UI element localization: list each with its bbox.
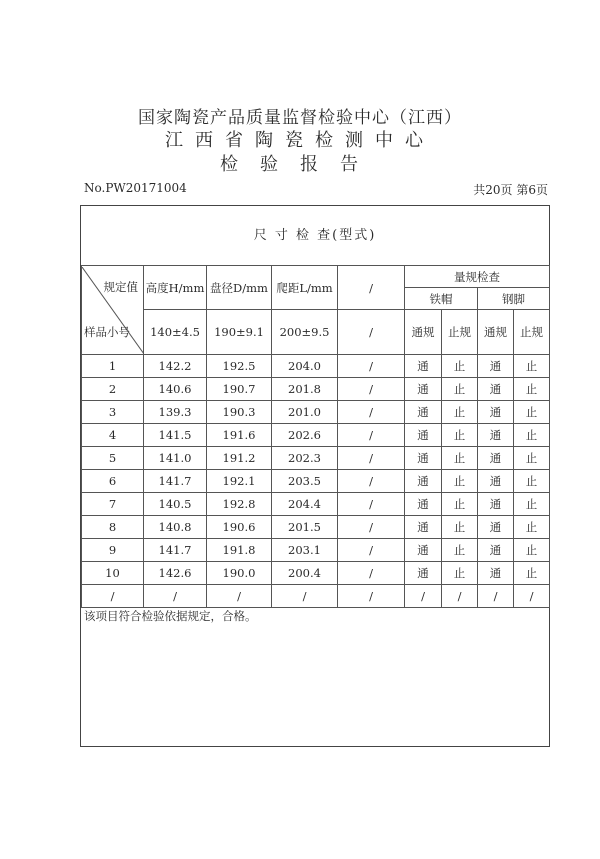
cell-pin-nogo: 止 [514,539,550,562]
cell-diameter: 190.7 [207,378,272,401]
cell-sample-no: 4 [82,424,144,447]
cell-cap-go: 通 [405,470,442,493]
spec-diameter: 190±9.1 [207,310,272,355]
cell-cap-go: 通 [405,539,442,562]
cell-sample-no: 1 [82,355,144,378]
cell-sample-no: / [82,585,144,608]
cell-creep: 202.3 [272,447,338,470]
cell-slash: / [338,539,405,562]
cell-sample-no: 3 [82,401,144,424]
cell-pin-nogo: 止 [514,401,550,424]
cell-cap-go: 通 [405,401,442,424]
cell-diameter: 191.2 [207,447,272,470]
corner-cell [82,266,144,355]
table-row [82,401,550,424]
cell-height: 140.8 [144,516,207,539]
cell-cap-go: 通 [405,562,442,585]
cell-cap-go: 通 [405,447,442,470]
cap-go-header: 通规 [405,310,442,355]
cell-diameter: 191.6 [207,424,272,447]
cell-pin-go: 通 [478,424,514,447]
cell-height: / [144,585,207,608]
table-row [82,447,550,470]
cell-cap-nogo: 止 [442,355,478,378]
cell-pin-go: 通 [478,355,514,378]
cell-diameter: 191.8 [207,539,272,562]
cell-pin-go: 通 [478,562,514,585]
report-number: No.PW20171004 [84,181,187,195]
pin-go-header: 通规 [478,310,514,355]
cell-slash: / [338,516,405,539]
cell-pin-go: 通 [478,493,514,516]
cell-pin-nogo: 止 [514,355,550,378]
cell-diameter: 190.3 [207,401,272,424]
cell-slash: / [338,424,405,447]
spec-slash: / [338,310,405,355]
cell-slash: / [338,493,405,516]
cell-creep: 201.0 [272,401,338,424]
cell-sample-no: 2 [82,378,144,401]
cell-sample-no: 9 [82,539,144,562]
conclusion-text: 该项目符合检验依据规定，合格。 [84,609,257,623]
cell-height: 141.7 [144,539,207,562]
cap-nogo-header: 止规 [442,310,478,355]
spec-creep: 200±9.5 [272,310,338,355]
cell-sample-no: 7 [82,493,144,516]
cell-pin-nogo: / [514,585,550,608]
spec-height: 140±4.5 [144,310,207,355]
table-row [82,562,550,585]
cell-pin-go: 通 [478,401,514,424]
cell-slash: / [338,401,405,424]
cell-cap-go: 通 [405,378,442,401]
corner-spec-label: 规定值 [103,279,138,294]
table-row [82,493,550,516]
cell-cap-nogo: 止 [442,516,478,539]
cell-creep: 204.4 [272,493,338,516]
cell-cap-nogo: 止 [442,562,478,585]
cell-cap-nogo: 止 [442,424,478,447]
cell-cap-nogo: / [442,585,478,608]
cell-diameter: 190.0 [207,562,272,585]
cell-pin-nogo: 止 [514,562,550,585]
cell-creep: 200.4 [272,562,338,585]
cell-creep: 202.6 [272,424,338,447]
cell-pin-go: 通 [478,470,514,493]
cell-creep: 201.5 [272,516,338,539]
cell-creep: 204.0 [272,355,338,378]
cell-cap-nogo: 止 [442,539,478,562]
cell-creep: 201.8 [272,378,338,401]
cell-cap-go: 通 [405,493,442,516]
cell-creep: / [272,585,338,608]
cell-pin-go: 通 [478,378,514,401]
cell-pin-nogo: 止 [514,470,550,493]
cell-pin-nogo: 止 [514,516,550,539]
cell-cap-go: 通 [405,424,442,447]
col-height-header: 高度H/mm [144,266,207,310]
report-frame [80,205,550,747]
cell-pin-nogo: 止 [514,493,550,516]
cell-height: 140.6 [144,378,207,401]
col-slash-header: / [338,266,405,310]
col-creep-header: 爬距L/mm [272,266,338,310]
gauge-check-header: 量规检查 [405,266,550,288]
cell-cap-go: 通 [405,516,442,539]
cell-sample-no: 5 [82,447,144,470]
cell-diameter: 190.6 [207,516,272,539]
cell-slash: / [338,355,405,378]
cell-diameter: / [207,585,272,608]
cell-cap-nogo: 止 [442,470,478,493]
cap-header: 铁帽 [405,288,478,310]
cell-slash: / [338,378,405,401]
cell-creep: 203.5 [272,470,338,493]
table-row [82,378,550,401]
center-name-line2: 江西省陶瓷检测中心 [165,130,435,151]
cell-height: 142.6 [144,562,207,585]
cell-pin-go: 通 [478,539,514,562]
cell-pin-nogo: 止 [514,424,550,447]
cell-slash: / [338,562,405,585]
cell-pin-go: 通 [478,516,514,539]
cell-cap-nogo: 止 [442,378,478,401]
pin-header: 钢脚 [478,288,550,310]
table-row [82,470,550,493]
cell-pin-go: / [478,585,514,608]
cell-diameter: 192.8 [207,493,272,516]
cell-sample-no: 10 [82,562,144,585]
table-row [82,424,550,447]
cell-cap-go: / [405,585,442,608]
cell-pin-nogo: 止 [514,447,550,470]
cell-slash: / [338,470,405,493]
center-name-line1: 国家陶瓷产品质量监督检验中心（江西） [138,108,462,128]
corner-sample-label: 样品小号 [84,324,130,339]
table-row [82,355,550,378]
report-title: 检验报告 [220,154,380,175]
section-title: 尺 寸 检 查(型式) [253,228,377,243]
table-row [82,585,550,608]
cell-cap-nogo: 止 [442,447,478,470]
table-row [82,516,550,539]
page-info: 共20页 第6页 [473,183,548,197]
table-row [82,539,550,562]
cell-cap-nogo: 止 [442,401,478,424]
col-diameter-header: 盘径D/mm [207,266,272,310]
cell-height: 142.2 [144,355,207,378]
dimension-table [81,265,550,608]
cell-height: 139.3 [144,401,207,424]
pin-nogo-header: 止规 [514,310,550,355]
cell-cap-go: 通 [405,355,442,378]
cell-diameter: 192.1 [207,470,272,493]
cell-diameter: 192.5 [207,355,272,378]
cell-pin-nogo: 止 [514,378,550,401]
cell-height: 141.5 [144,424,207,447]
cell-slash: / [338,447,405,470]
cell-cap-nogo: 止 [442,493,478,516]
cell-height: 140.5 [144,493,207,516]
cell-creep: 203.1 [272,539,338,562]
cell-slash: / [338,585,405,608]
cell-height: 141.0 [144,447,207,470]
header-row-1 [82,266,550,288]
cell-sample-no: 6 [82,470,144,493]
cell-sample-no: 8 [82,516,144,539]
cell-height: 141.7 [144,470,207,493]
cell-pin-go: 通 [478,447,514,470]
spec-row [82,310,550,355]
